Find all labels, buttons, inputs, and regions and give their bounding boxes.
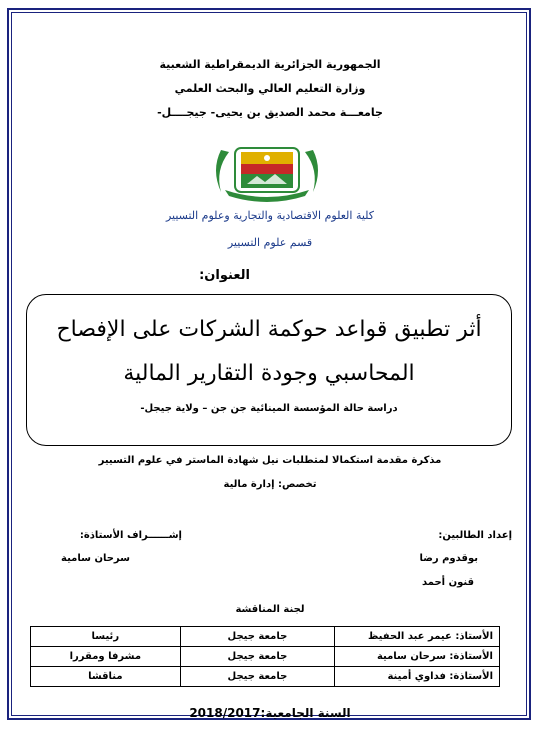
department-name: قسم علوم التسيير: [227, 236, 313, 249]
specialty: تخصص: إدارة مالية: [223, 479, 317, 490]
supervisor-name: سرحان سامية: [61, 553, 130, 564]
jury-member-name: الأستاذة: سرحان سامية: [335, 647, 500, 667]
thesis-title-line1: أثر تطبيق قواعد حوكمة الشركات على الإفصاح: [56, 317, 482, 342]
table-row: [31, 667, 500, 687]
header-university: جامعـــة محمد الصديق بن يحيى- جيجــــل-: [157, 106, 383, 119]
thesis-title-box: [26, 294, 512, 446]
faculty-name: كلية العلوم الاقتصادية والتجارية وعلوم التسيير: [165, 209, 375, 222]
university-logo-icon: [207, 140, 327, 202]
jury-label: لجنة المناقشة: [235, 604, 305, 615]
academic-year: السنة الجامعية:2018/2017: [189, 706, 351, 720]
jury-member-role: مشرفا ومقررا: [31, 647, 181, 667]
header-ministry: وزارة التعليم العالي والبحث العلمي: [174, 82, 366, 95]
memo-statement: مذكرة مقدمة استكمالا لمتطلبات نيل شهادة الماستر في علوم التسيير: [98, 455, 442, 466]
jury-member-name: الأستاذ: عيمر عبد الحفيظ: [335, 627, 500, 647]
jury-member-role: مناقشا: [31, 667, 181, 687]
table-row: [31, 627, 500, 647]
case-study-subtitle: دراسة حالة المؤسسة المينائية جن جن – ولاية جيجل-: [140, 403, 398, 414]
thesis-title-line2: المحاسبي وجودة التقارير المالية: [123, 361, 415, 386]
jury-member-role: رئيسا: [31, 627, 181, 647]
student-name-1: بوقدوم رضا: [419, 553, 478, 564]
jury-member-university: جامعة جيجل: [180, 627, 335, 647]
table-row: [31, 647, 500, 667]
students-label: إعداد الطالبين:: [438, 530, 512, 541]
jury-member-name: الأستاذة: فداوي أمينة: [335, 667, 500, 687]
header-republic: الجمهورية الجزائرية الديمقراطية الشعبية: [159, 58, 381, 71]
jury-member-university: جامعة جيجل: [180, 647, 335, 667]
jury-table: [30, 626, 500, 687]
supervisor-label: إشــــــراف الأستاذة:: [79, 530, 182, 541]
title-label: العنوان:: [199, 268, 250, 283]
student-name-2: قنون أحمد: [421, 577, 474, 588]
jury-member-university: جامعة جيجل: [180, 667, 335, 687]
